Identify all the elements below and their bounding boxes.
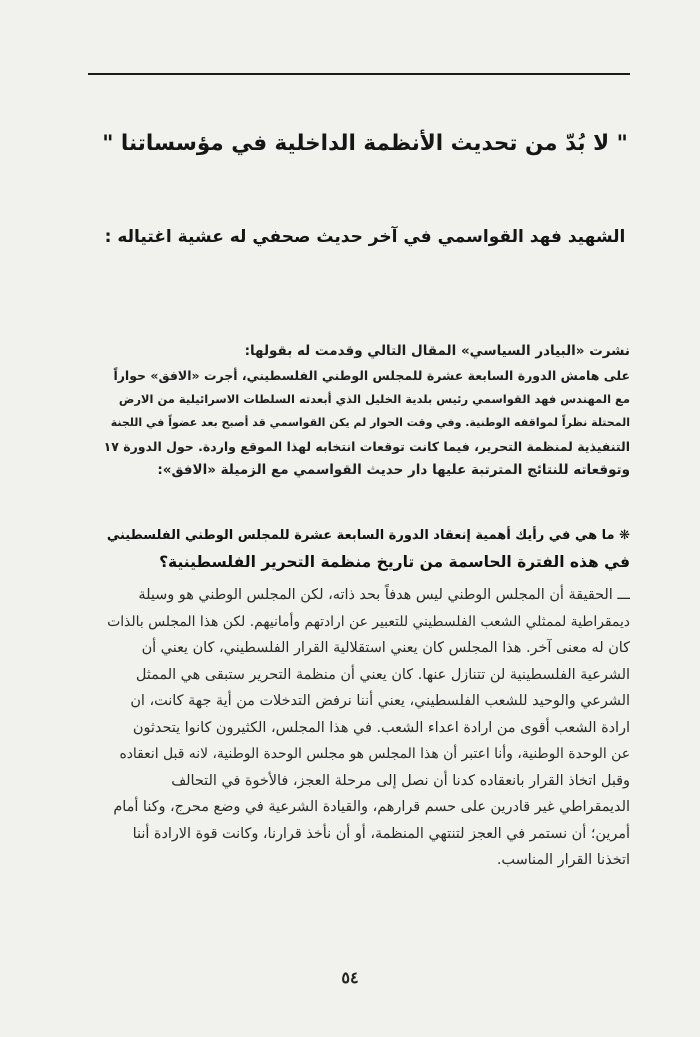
answer-line: أمرين؛ أن نستمر في العجز لتنتهي المنظمة، أو أن نأخذ قرارنا، وكانت قوة الارادة أننا [132,825,630,842]
answer-line: وقبل اتخاذ القرار بانعقاده كدنا أن نصل إلى مرحلة العجز، فالأخوة في التحالف [171,772,630,789]
answer-line: ـــ الحقيقة أن المجلس الوطني ليس هدفاً بحد ذاته، لكن المجلس الوطني هو وسيلة [138,587,630,603]
intro-line: وتوقعاته للنتائج المترتبة عليها دار حديث القواسمي مع الزميلة «الافق»: [157,461,630,478]
interview-answer [104,582,630,874]
answer-line: عن الوحدة الوطنية، وأنا اعتبر أن هذا المجلس هو مجلس الوحدة الوطنية، لانه قبل انعقاده [119,746,630,762]
top-rule [88,73,630,75]
answer-line: كان له معنى آخر. هذا المجلس كان يعني استقلالية القرار الفلسطيني، كان يعني أن [141,640,630,656]
intro-line: المحتلة نظراً لمواقفه الوطنية. وفي وقت الحوار لم يكن القواسمي قد أصبح بعد عضواً في اللجنة [110,416,630,430]
intro-line: على هامش الدورة السابعة عشرة للمجلس الوطني الفلسطيني، أجرت «الافق» حواراً [113,367,630,383]
intro-line: نشرت «البيادر السياسي» المقال التالي وقدمت له بقولها: [244,343,630,359]
answer-line: الديمقراطي غير قادرين على حسم قرارهم، والقيادة الشرعية في وضع محرج، وكنا أمام [113,799,630,815]
interview-question [104,522,630,576]
headline: " لا بُدّ من تحديث الأنظمة الداخلية في مؤسساتنا " [102,131,628,156]
intro-line: التنفيذية لمنظمة التحرير، فيما كانت توقعات انتخابه لهذا الموقع واردة. حول الدورة ١٧ [104,439,630,455]
question-line: في هذه الفترة الحاسمة من تاريخ منظمة التحرير الفلسطينية؟ [159,553,630,571]
answer-line: الشرعي والوحيد للشعب الفلسطيني، يعني أننا نرفض التدخلات من أية جهة كانت، ان [130,693,630,709]
answer-line: الشرعية الفلسطينية لن تتنازل عنها. كان يعني أن منظمة التحرير ستبقى هي الممثل [135,666,630,683]
subheadline: الشهيد فهد القواسمي في آخر حديث صحفي له عشية اغتياله : [104,227,626,247]
answer-line: اتخذنا القرار المناسب. [496,852,630,868]
answer-line: ديمقراطية لممثلي الشعب الفلسطيني للتعبير عن ارادتهم وأمانيهم. لكن هذا المجلس بالذات [107,613,630,630]
question-line: ❋ ما هي في رأيك أهمية إنعقاد الدورة السابعة عشرة للمجلس الوطني الفلسطيني [106,528,630,543]
answer-line: ارادة الشعب أقوى من ارادة اعداء الشعب. في هذا المجلس، الكثيرون كانوا يتحدثون [132,719,630,736]
page-number: ٥٤ [341,968,359,987]
intro-paragraph [104,340,630,483]
intro-line: مع المهندس فهد القواسمي رئيس بلدية الخليل الذي أبعدته السلطات الاسرائيلية من الارض [118,391,630,406]
